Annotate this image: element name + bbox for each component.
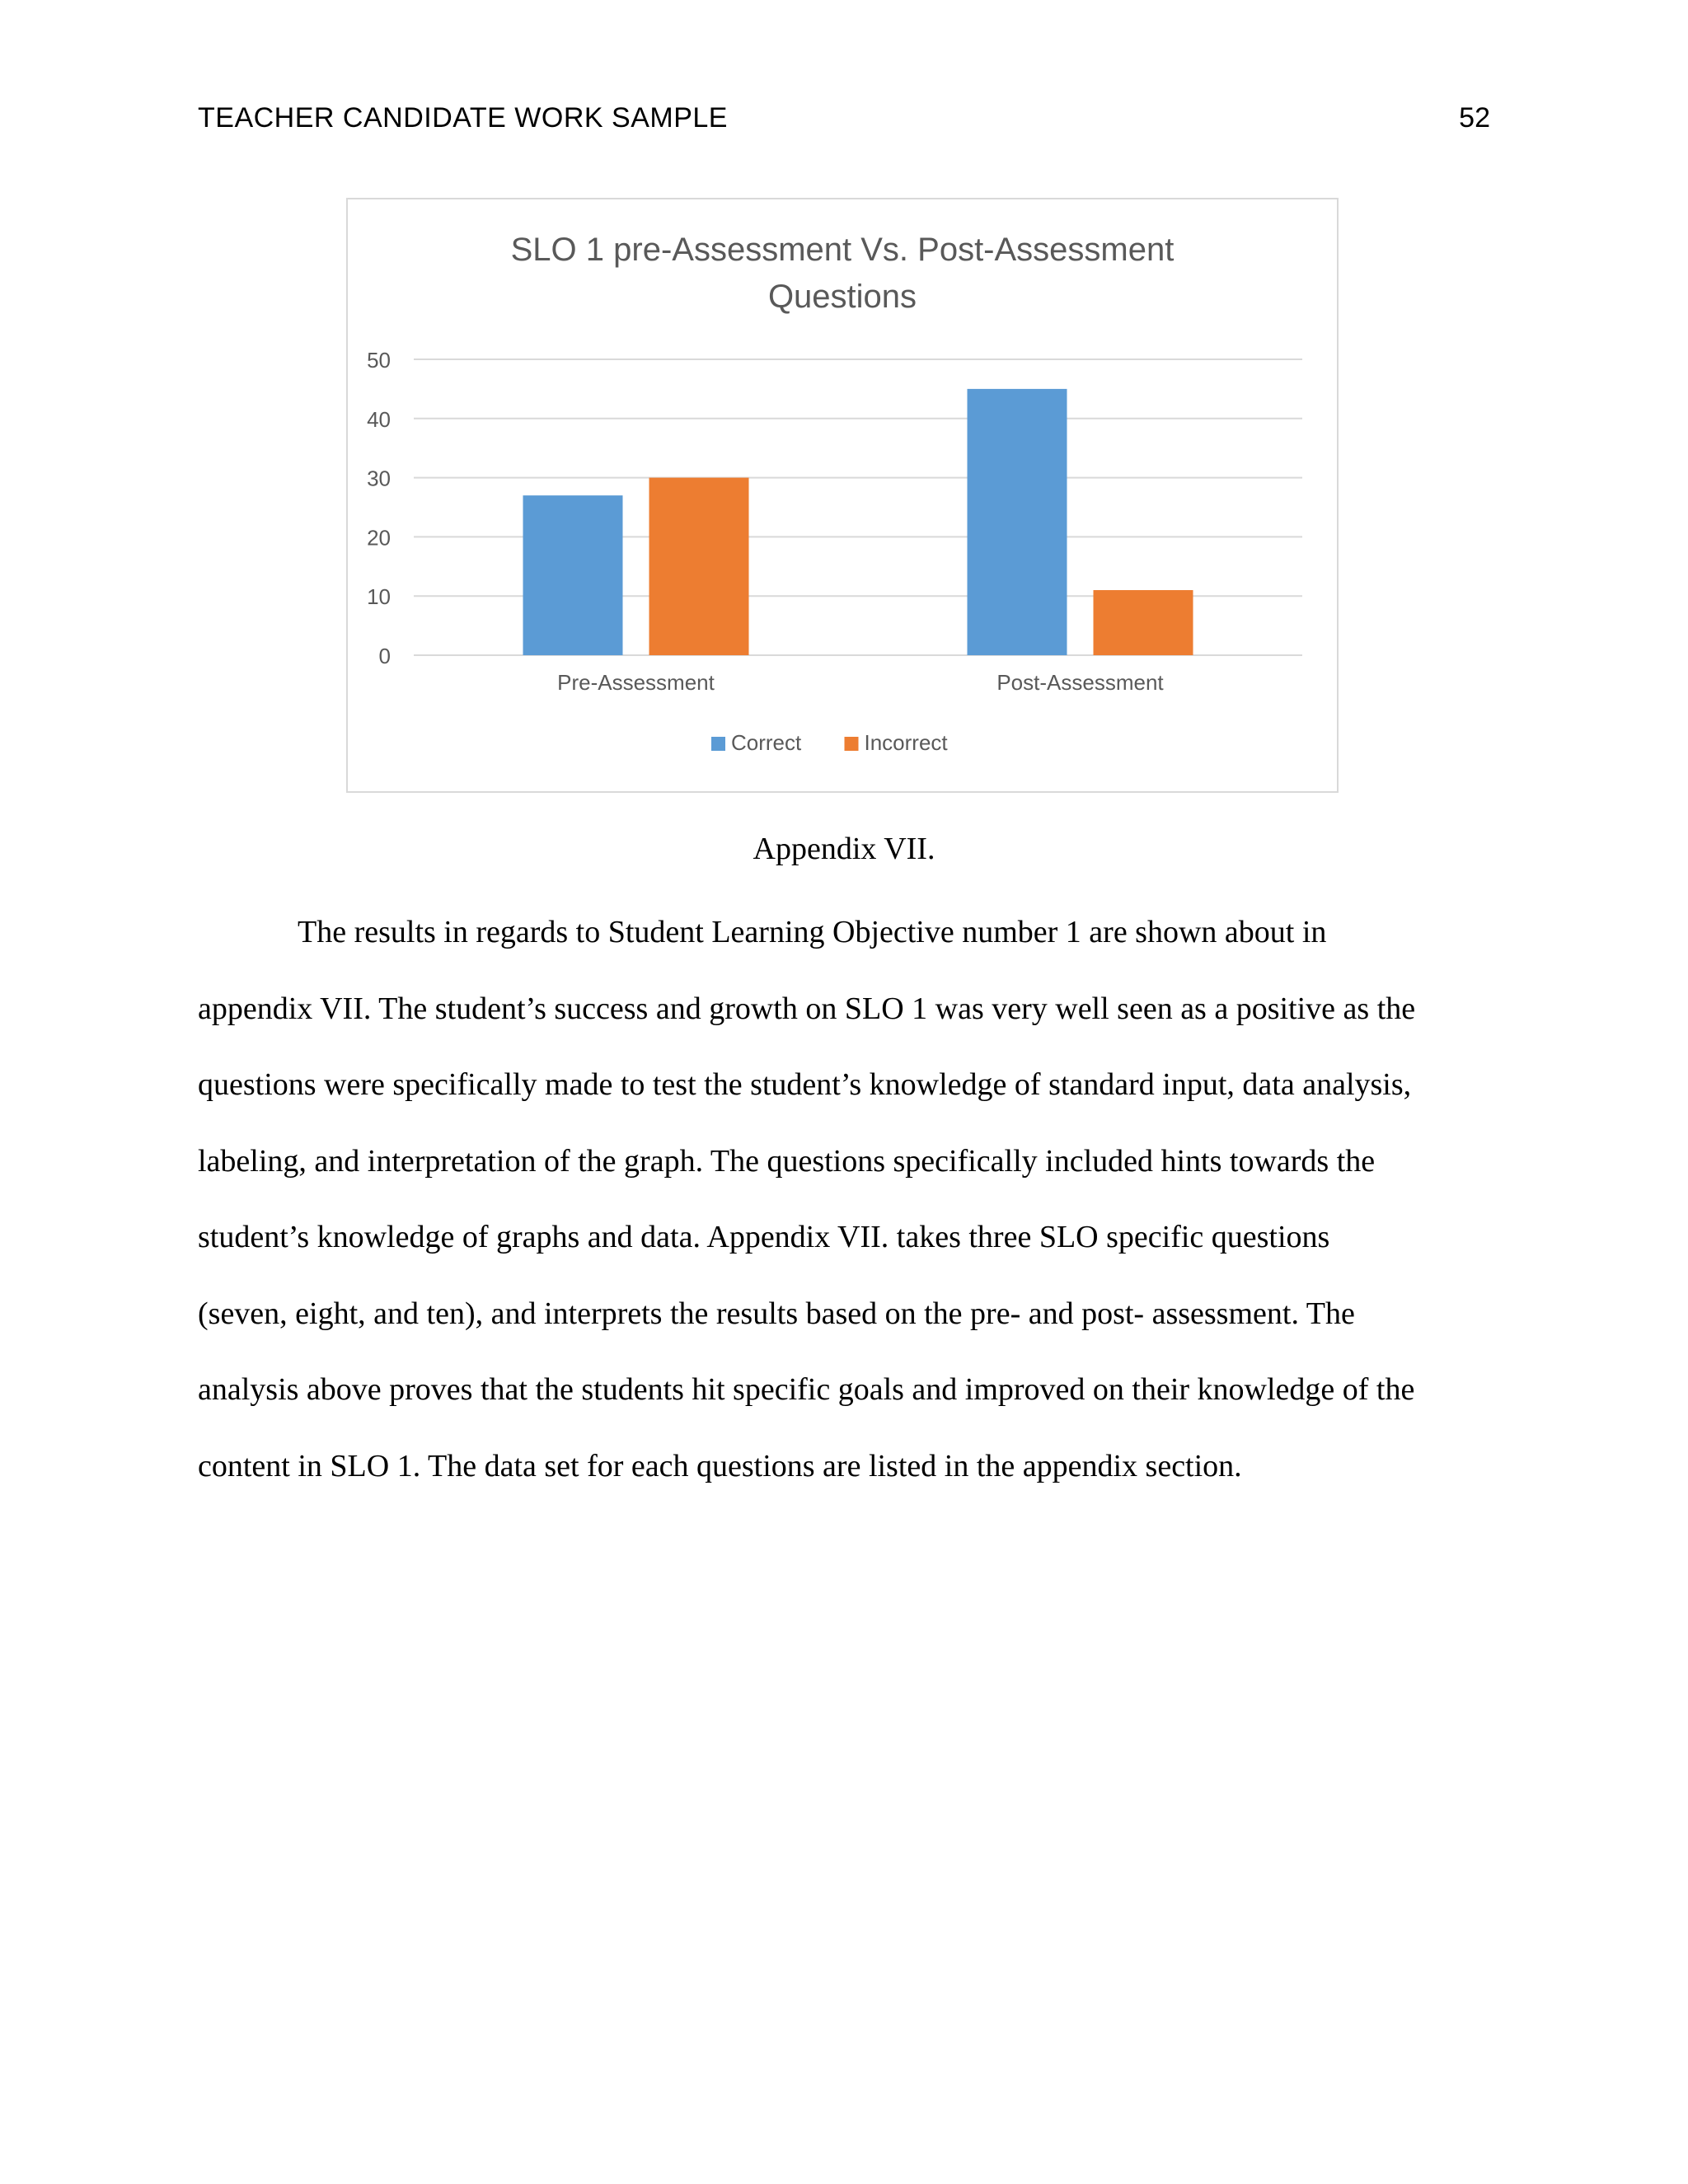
- chart-title-line-1: SLO 1 pre-Assessment Vs. Post-Assessment: [510, 232, 1175, 268]
- y-tick-label: 10: [367, 584, 391, 610]
- paragraph-line: analysis above proves that the students hit specific goals and improved on their knowledge of the: [198, 1372, 1415, 1407]
- bar-correct-pre-assessment: [523, 495, 623, 655]
- legend-label-incorrect: Incorrect: [864, 730, 948, 755]
- legend-swatch-correct: [711, 737, 725, 751]
- chart-container: [346, 198, 1339, 793]
- paragraph-line: student’s knowledge of graphs and data. Appendix VII. takes three SLO specific questions: [198, 1220, 1330, 1254]
- y-tick-label: 30: [367, 466, 391, 491]
- bar-incorrect-post-assessment: [1094, 590, 1193, 655]
- paragraph-line: (seven, eight, and ten), and interprets the results based on the pre- and post- assessment. The: [198, 1296, 1355, 1331]
- y-tick-label: 40: [367, 406, 391, 432]
- legend-swatch-incorrect: [845, 737, 859, 751]
- legend-label-correct: Correct: [731, 730, 802, 755]
- paragraph-line: appendix VII. The student’s success and growth on SLO 1 was very well seen as a positive as the: [198, 991, 1416, 1026]
- body-paragraph: [198, 894, 1490, 1504]
- bar-correct-post-assessment: [968, 389, 1067, 655]
- y-tick-label: 20: [367, 525, 391, 551]
- bar-chart: [348, 199, 1337, 791]
- y-tick-label: 0: [378, 644, 391, 668]
- paragraph-line: content in SLO 1. The data set for each questions are listed in the appendix section.: [198, 1448, 1242, 1483]
- paragraph-line: questions were specifically made to test the student’s knowledge of standard input, data analysis,: [198, 1067, 1412, 1102]
- y-tick-label: 50: [367, 348, 391, 373]
- chart-title-line-2: Questions: [767, 279, 917, 315]
- x-category-label: Post-Assessment: [996, 670, 1164, 695]
- x-category-label: Pre-Assessment: [557, 670, 715, 695]
- figure-caption: Appendix VII.: [753, 832, 935, 866]
- running-head: TEACHER CANDIDATE WORK SAMPLE: [198, 102, 728, 134]
- paragraph-line: labeling, and interpretation of the graph. The questions specifically included hints towards the: [198, 1143, 1376, 1179]
- page-number: 52: [1459, 102, 1490, 134]
- paragraph-line: The results in regards to Student Learning Objective number 1 are shown about in: [298, 915, 1327, 949]
- bar-incorrect-pre-assessment: [649, 478, 749, 655]
